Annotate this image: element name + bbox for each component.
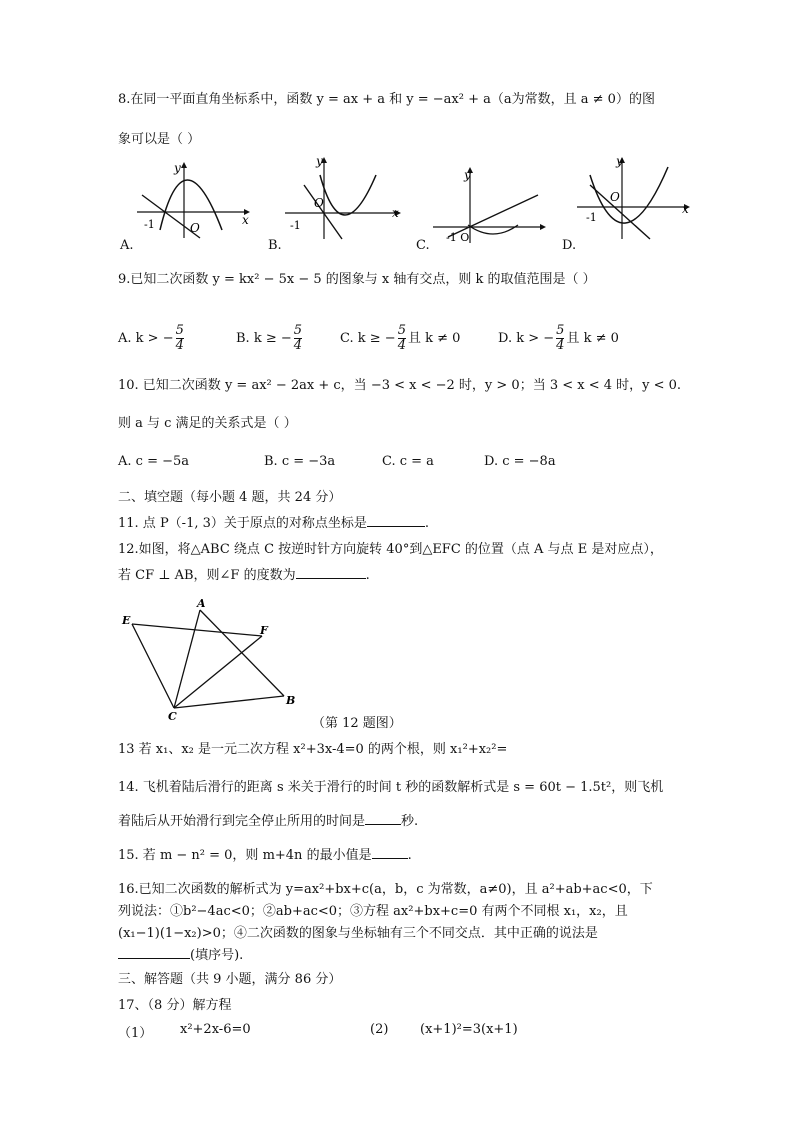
graph-a-x-label: x xyxy=(242,213,249,227)
q8-option-b: B. xyxy=(268,238,282,253)
q17-part-2-equation: (x+1)²=3(x+1) xyxy=(420,1022,518,1037)
graph-d-x-label: x xyxy=(682,202,689,216)
q10-option-d: D. c = −8a xyxy=(484,454,556,469)
graph-d-y-label: y xyxy=(616,155,623,168)
q8-option-a: A. xyxy=(120,238,134,253)
q8-graph-a xyxy=(132,160,252,240)
q9-option-d: D. k > − $\frac{5}{4}$ 且 k ≠ 0 xyxy=(498,323,619,353)
graph-a-minus-one: -1 xyxy=(144,218,155,231)
q8-option-d: D. xyxy=(562,238,577,253)
q8-stem-line2: 象可以是（ ） xyxy=(118,132,201,147)
q8-option-c: C. xyxy=(416,238,430,253)
q10-option-a: A. c = −5a xyxy=(118,454,190,469)
q16-answer-blank[interactable] xyxy=(118,958,190,959)
q14-answer-blank[interactable] xyxy=(365,824,401,825)
graph-c-y-label: y xyxy=(464,168,471,182)
q12-stem-line1: 12.如图，将△ABC 绕点 C 按逆时针方向旋转 40°到△EFC 的位置（点 A 与点 E 是对应点）， xyxy=(118,542,663,557)
fraction: $\frac{5}{4}$ xyxy=(397,323,406,353)
q15: 15. 若 m − n² = 0，则 m+4n 的最小值是 . xyxy=(118,848,412,863)
q14-stem-line2: 着陆后从开始滑行到完全停止所用的时间是 秒. xyxy=(118,814,419,829)
q8-graph-d xyxy=(572,155,697,240)
q13-stem: 13 若 x₁、x₂ 是一元二次方程 x²+3x-4=0 的两个根，则 x₁²+x₂²= xyxy=(118,742,508,757)
graph-c-origin: -1 O xyxy=(446,231,470,244)
q12-stem-line2: 若 CF ⊥ AB，则∠F 的度数为 . xyxy=(118,568,370,583)
q8-stem-line1: 8.在同一平面直角坐标系中，函数 y = ax + a 和 y = −ax² + a（a为常数，且 a ≠ 0）的图 xyxy=(118,92,655,107)
section-2-heading: 二、填空题（每小题 4 题，共 24 分） xyxy=(118,490,342,505)
q17-title: 17、（8 分）解方程 xyxy=(118,998,232,1013)
fraction: $\frac{5}{4}$ xyxy=(293,323,303,353)
q16-stem-line3: (x₁−1)(1−x₂)>0；④二次函数的图象与坐标轴有三个不同交点．其中正确的说法是 xyxy=(118,926,598,941)
q8-graph-c xyxy=(428,165,553,245)
q10-stem-line1: 10. 已知二次函数 y = ax² − 2ax + c，当 −3 < x < −2 时，y > 0；当 3 < x < 4 时，y < 0. xyxy=(118,378,682,393)
q9-option-b: B. k ≥ − $\frac{5}{4}$ xyxy=(236,323,303,353)
q17-part-1-equation: x²+2x-6=0 xyxy=(180,1022,251,1037)
graph-b-y-label: y xyxy=(316,155,323,168)
q12-label-a: A xyxy=(197,597,206,610)
graph-a-origin: O xyxy=(190,221,200,235)
q10-option-b: B. c = −3a xyxy=(264,454,336,469)
graph-d-origin: O xyxy=(610,190,620,204)
q12-answer-blank[interactable] xyxy=(296,578,366,579)
q9-option-a: A. k > − $\frac{5}{4}$ xyxy=(118,323,184,353)
q14-stem-line1: 14. 飞机着陆后滑行的距离 s 米关于滑行的时间 t 秒的函数解析式是 s = 60t − 1.5t²，则飞机 xyxy=(118,780,664,795)
q12-label-c: C xyxy=(168,710,177,723)
graph-a-y-label: y xyxy=(174,161,181,175)
q16-stem-line1: 16.已知二次函数的解析式为 y=ax²+bx+c(a，b，c 为常数，a≠0)，且 a²+ab+ac<0，下 xyxy=(118,882,653,897)
q12-label-f: F xyxy=(260,624,268,637)
graph-d-minus-one: -1 xyxy=(586,211,597,224)
q9-stem: 9.已知二次函数 y = kx² − 5x − 5 的图象与 x 轴有交点，则 k 的取值范围是（ ） xyxy=(118,272,596,287)
q16-stem-line4: (填序号). xyxy=(118,946,243,966)
fraction: $\frac{5}{4}$ xyxy=(556,323,565,353)
q16-stem-line2: 列说法：①b²−4ac<0；②ab+ac<0；③方程 ax²+bx+c=0 有两个不同根 x₁，x₂，且 xyxy=(118,904,628,919)
q17-part-2-number: (2) xyxy=(370,1022,389,1037)
q10-stem-line2: 则 a 与 c 满足的关系式是（ ） xyxy=(118,416,297,431)
graph-b-minus-one: -1 xyxy=(290,219,301,232)
q10-option-c: C. c = a xyxy=(382,454,434,469)
fraction: $\frac{5}{4}$ xyxy=(175,323,184,353)
q8-graph-b xyxy=(280,155,405,240)
q12-figure xyxy=(118,596,308,726)
graph-b-origin: O xyxy=(314,196,324,210)
section-3-heading: 三、解答题（共 9 小题，满分 86 分） xyxy=(118,972,342,987)
q17-part-1-number: （1） xyxy=(118,1026,153,1041)
q15-answer-blank[interactable] xyxy=(372,858,408,859)
graph-b-x-label: x xyxy=(392,206,399,220)
q12-label-b: B xyxy=(286,694,296,707)
q9-option-c: C. k ≥ − $\frac{5}{4}$ 且 k ≠ 0 xyxy=(340,323,461,353)
q12-figure-caption: （第 12 题图） xyxy=(312,716,402,731)
q12-label-e: E xyxy=(122,614,131,627)
q11-answer-blank[interactable] xyxy=(367,526,425,527)
q11: 11. 点 P（-1, 3）关于原点的对称点坐标是 . xyxy=(118,516,430,531)
